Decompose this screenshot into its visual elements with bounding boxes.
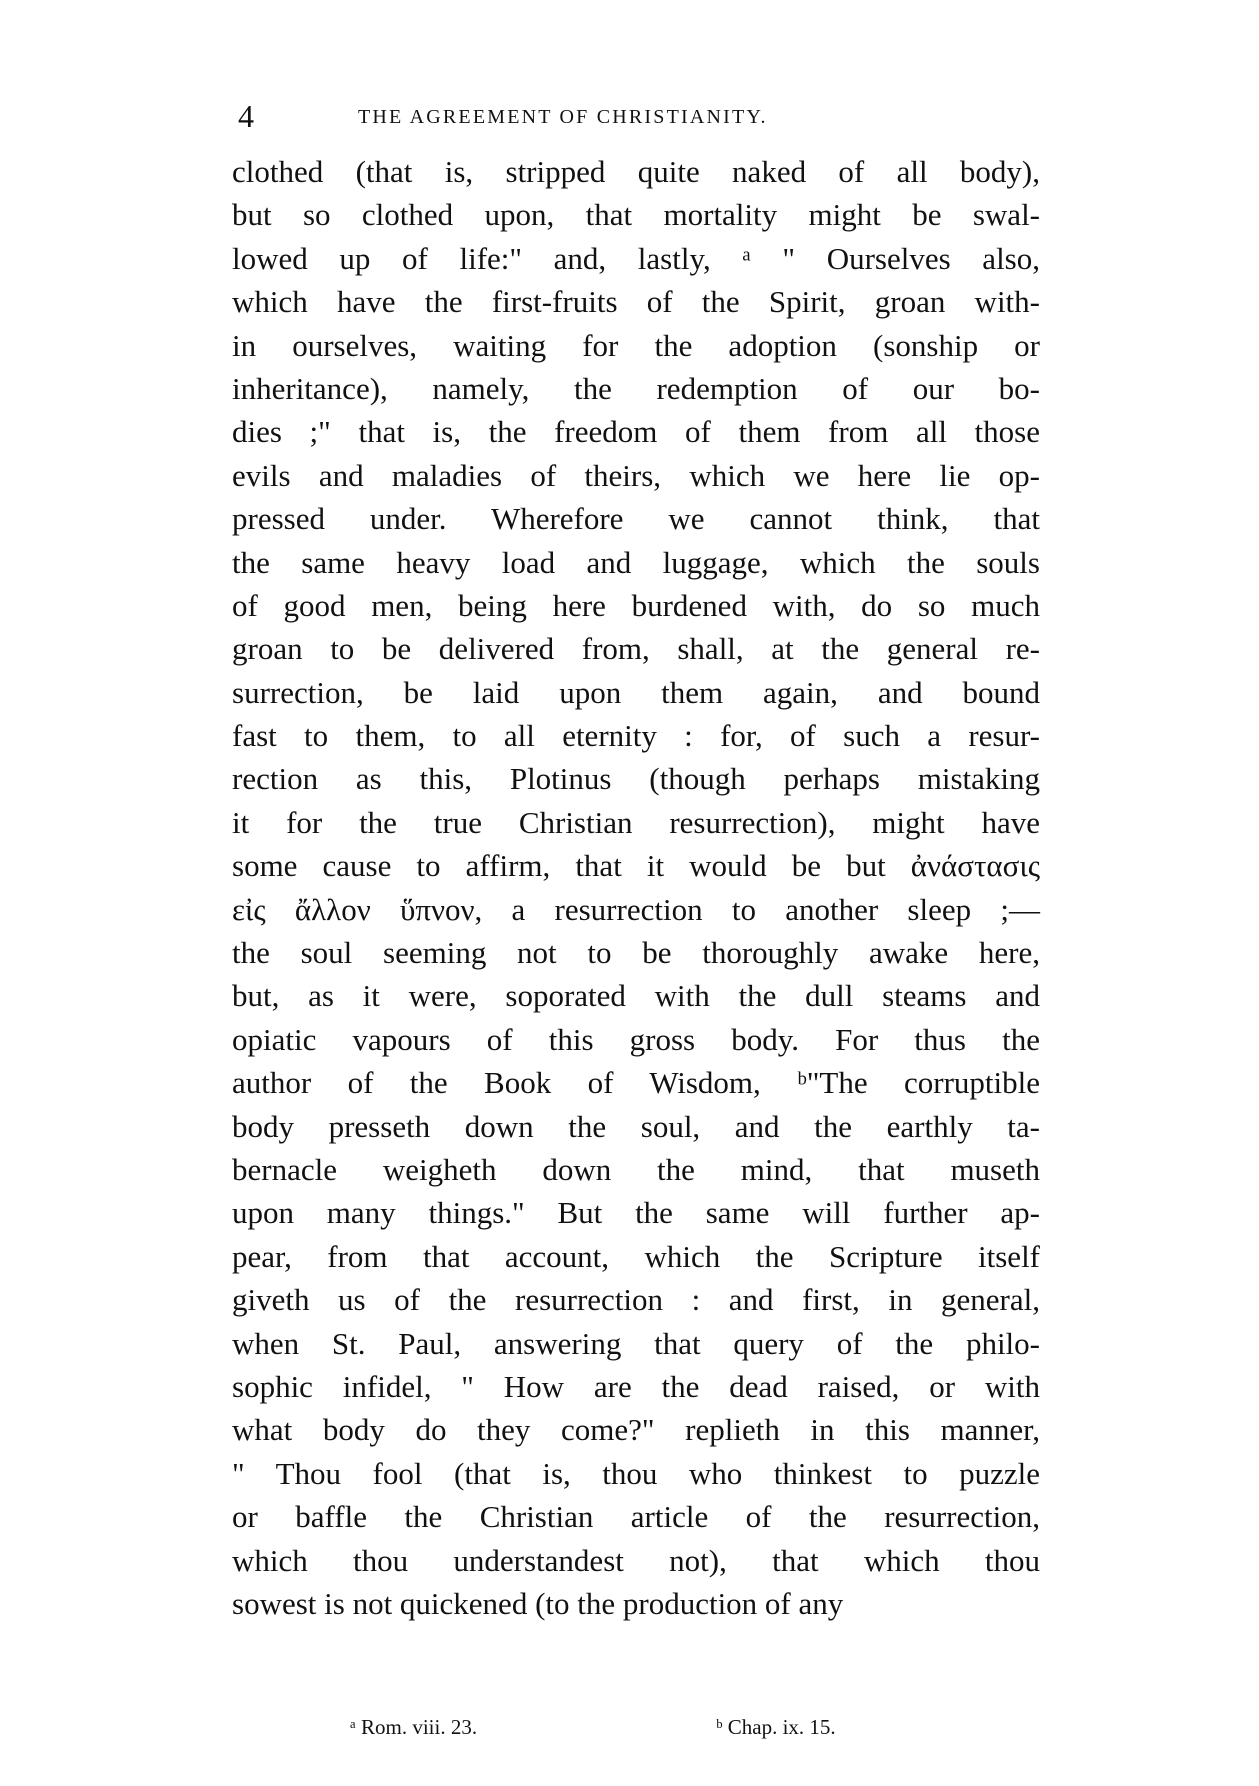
footnotes: [0, 1712, 1259, 1742]
text-line: some cause to affirm, that it would be but ἀνάστασις: [232, 848, 1040, 884]
text-line: groan to be delivered from, shall, at the general re-: [232, 631, 1040, 667]
text-line: which thou understandest not), that which thou: [232, 1542, 1040, 1578]
text-line: rection as this, Plotinus (though perhaps mistaking: [232, 761, 1040, 797]
text-line: or baffle the Christian article of the resurrection,: [232, 1499, 1040, 1535]
text-line: the soul seeming not to be thoroughly awake here,: [232, 935, 1040, 971]
text-line: pressed under. Wherefore we cannot think, that: [232, 501, 1040, 537]
text-line: sophic infidel, " How are the dead raised, or with: [232, 1368, 1040, 1404]
text-line: body presseth down the soul, and the earthly ta-: [232, 1108, 1040, 1144]
text-line: upon many things." But the same will further ap-: [232, 1195, 1040, 1231]
footnote-a: ᵃ Rom. viii. 23.: [350, 1715, 478, 1739]
text-line: evils and maladies of theirs, which we here lie op-: [232, 457, 1040, 493]
text-line: it for the true Christian resurrection), might have: [232, 804, 1040, 840]
text-line: " Thou fool (that is, thou who thinkest to puzzle: [232, 1455, 1040, 1491]
text-line: inheritance), namely, the redemption of our bo-: [232, 370, 1040, 406]
text-line: the same heavy load and luggage, which the souls: [232, 544, 1040, 580]
text-line: sowest is not quickened (to the production of any: [232, 1585, 844, 1621]
text-line: in ourselves, waiting for the adoption (sonship or: [232, 327, 1040, 363]
page-number: 4: [238, 98, 254, 134]
footnote-b: ᵇ Chap. ix. 15.: [716, 1715, 836, 1739]
text-line: which have the first-fruits of the Spirit, groan with-: [232, 284, 1040, 320]
text-line: lowed up of life:" and, lastly, ᵃ " Ourselves also,: [232, 240, 1040, 276]
text-line: dies ;" that is, the freedom of them from all those: [232, 414, 1040, 450]
text-line: of good men, being here burdened with, do so much: [232, 587, 1040, 623]
running-head: THE AGREEMENT OF CHRISTIANITY.: [358, 106, 768, 128]
text-line: opiatic vapours of this gross body. For thus the: [232, 1021, 1040, 1057]
body-text: [232, 150, 1040, 1625]
text-line: what body do they come?" replieth in this manner,: [232, 1412, 1040, 1448]
text-line: εἰς ἄλλον ὕπνον, a resurrection to another sleep ;—: [232, 891, 1040, 927]
text-line: clothed (that is, stripped quite naked of all body),: [232, 154, 1040, 189]
text-line: but so clothed upon, that mortality might be swal-: [232, 197, 1040, 233]
page-header: [238, 96, 1038, 136]
text-line: pear, from that account, which the Scripture itself: [232, 1238, 1040, 1274]
text-line: when St. Paul, answering that query of the philo-: [232, 1325, 1040, 1361]
text-line: but, as it were, soporated with the dull steams and: [232, 978, 1040, 1014]
text-line: bernacle weigheth down the mind, that museth: [232, 1151, 1040, 1187]
text-line: giveth us of the resurrection : and first, in general,: [232, 1282, 1040, 1318]
text-line: surrection, be laid upon them again, and bound: [232, 674, 1040, 710]
text-line: fast to them, to all eternity : for, of such a resur-: [232, 718, 1040, 754]
text-line: author of the Book of Wisdom, ᵇ"The corruptible: [232, 1065, 1040, 1101]
